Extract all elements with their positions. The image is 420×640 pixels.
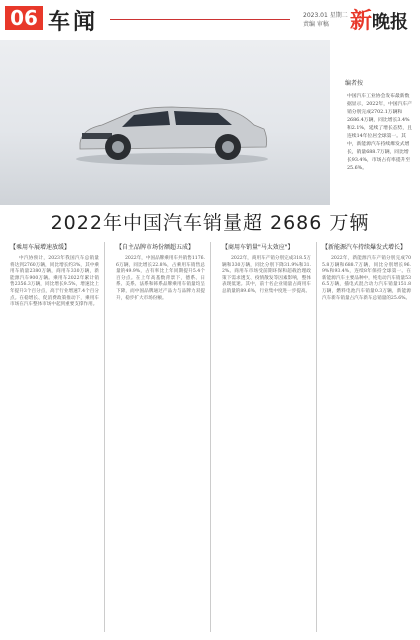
headline: 2022年中国汽车销量超 2686 万辆: [50, 212, 370, 234]
column-body: 2022年，商用车产销分别完成318.5万辆和330万辆，同比分别下降31.9%和31.2%。商用车市场受前期环保和超载治理政策下需求透支、疫情散发等因素影响，整体表现低迷。其中，前十名企业销量占商用车总销量的89.6%，行业集中度进一步提高。: [222, 256, 311, 294]
section-title: 车闻: [48, 10, 99, 35]
column-subtitle: 【新能源汽车持续爆发式增长】: [322, 244, 407, 251]
column-subtitle: 【乘用车展增速放缓】: [10, 244, 71, 251]
article-column: [322, 242, 411, 634]
logo-prefix: 新: [350, 9, 373, 34]
editor-note-text: 中国汽车工业协会发布最新数据显示，2022年，中国汽车产销分别完成2702.1万辆和2686.4万辆，同比增长3.4%和2.1%，延续了增长态势，且连续14年位居全球第一。其中，新能源汽车持续爆发式增长，销量688.7万辆，同比增长93.4%，市场占有率提升至25.6%。: [347, 94, 412, 171]
issue-editors: 责编 审稿: [303, 21, 329, 28]
page-header: [0, 0, 420, 38]
suv-illustration: [72, 95, 272, 165]
article-column: [222, 242, 311, 634]
page-number: 06: [5, 6, 43, 30]
newspaper-logo: [350, 4, 408, 35]
header-rule: [110, 19, 290, 20]
column-subtitle: 【商用车销量"马太效应"】: [222, 244, 294, 251]
article-column: [10, 242, 99, 634]
issue-date: 2023.01 星期二: [303, 12, 348, 19]
column-body: 2022年，中国品牌乘用车共销售1176.6万辆，同比增长22.8%，占乘用车销售总量的49.9%，占有率比上年同期提升5.4个百分点。在上年高基数背景下，德系、日系、美系、法系和韩系品牌乘用车销量均呈下降，而中国品牌通过产品力与品牌力双提升，稳步扩大市场份额。: [116, 256, 205, 301]
article-columns: [10, 242, 412, 634]
column-body: 中汽协预计，2023年我国汽车总销量将达到2760万辆，同比增长约3%，其中乘用车销量2380万辆，商用车330万辆，新能源汽车900万辆。乘用车2022年累计销售2356.3万辆，同比增长9.5%，增速比上年提升3个百分点，高于行业增速7.4个百分点。在稳增长、促消费政策推动下，乘用车市场在汽车整体市场中起到重要支撑作用。: [10, 256, 99, 308]
logo-main: 晚报: [372, 12, 409, 33]
column-subtitle: 【自主品牌市场份额超五成】: [116, 244, 195, 251]
article-column: [116, 242, 205, 634]
editor-note: [335, 40, 417, 205]
car-photo: [0, 40, 330, 205]
column-body: 2022年，新能源汽车产销分别完成705.8万辆和688.7万辆，同比分别增长96.9%和93.4%，连续8年保持全球第一。在新能源汽车主要品种中，纯电动汽车销量536.5万辆，插电式混合动力汽车销量151.8万辆，燃料电池汽车销量0.3万辆，新能源汽车新车销量占汽车新车总销量的25.6%。: [322, 256, 411, 301]
editor-note-title: 编者按: [345, 80, 364, 87]
